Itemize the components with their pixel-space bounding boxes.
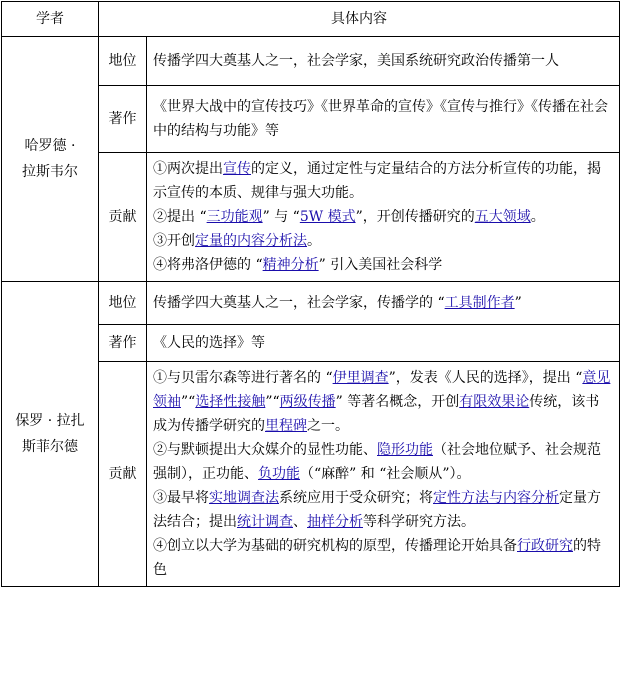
row-value: 《人民的选择》等 bbox=[147, 325, 620, 362]
scholar-name-line1: 保罗 · 拉扎 bbox=[15, 413, 85, 429]
row-key: 著作 bbox=[99, 325, 147, 362]
scholar-name-line2: 拉斯韦尔 bbox=[22, 164, 78, 180]
term-link[interactable]: 负功能 bbox=[258, 466, 300, 482]
term-link[interactable]: 实地调查法 bbox=[209, 490, 279, 506]
row-value bbox=[147, 282, 620, 325]
row-value bbox=[147, 362, 620, 587]
paragraph: ②与默顿提出大众媒介的显性功能、隐形功能（社会地位赋予、社会规范强制），正功能、负功能（“麻醉” 和 “社会顺从”）。 bbox=[153, 442, 601, 482]
scholar-name-line1: 哈罗德 · bbox=[24, 138, 76, 154]
term-link[interactable]: 工具制作者 bbox=[444, 295, 515, 311]
paragraph: 传播学四大奠基人之一，社会学家，传播学的 “工具制作者” bbox=[153, 295, 522, 311]
paragraph: ④创立以大学为基础的研究机构的原型，传播理论开始具备行政研究的特色 bbox=[153, 538, 601, 578]
paragraph: ③开创定量的内容分析法。 bbox=[153, 233, 321, 249]
term-link[interactable]: 里程碑 bbox=[265, 418, 307, 434]
term-link[interactable]: 统计调查 bbox=[237, 514, 293, 530]
term-link[interactable]: 五大领域 bbox=[474, 209, 531, 225]
paragraph: ①与贝雷尔森等进行著名的 “伊里调查”，发表《人民的选择》，提出 “意见领袖”“选择性接触”“两级传播” 等著名概念，开创有限效果论传统，该书成为传播学研究的里程碑之一。 bbox=[153, 370, 611, 434]
row-key: 地位 bbox=[99, 37, 147, 86]
term-link[interactable]: 三功能观 bbox=[206, 209, 263, 225]
term-link[interactable]: 选择性接触 bbox=[195, 394, 266, 410]
term-link[interactable]: 宣传 bbox=[223, 161, 251, 177]
header-content: 具体内容 bbox=[99, 2, 620, 37]
row-key: 地位 bbox=[99, 282, 147, 325]
term-link[interactable]: 精神分析 bbox=[262, 257, 319, 273]
term-link[interactable]: 定性方法与内容分析 bbox=[433, 490, 559, 506]
header-row bbox=[2, 2, 620, 37]
paragraph: ④将弗洛伊德的 “精神分析” 引入美国社会科学 bbox=[153, 257, 443, 273]
term-link[interactable]: 定量的内容分析法 bbox=[195, 233, 307, 249]
header-scholar: 学者 bbox=[2, 2, 99, 37]
scholar-name bbox=[2, 37, 99, 282]
scholar-table bbox=[1, 1, 620, 587]
row-value: 《世界大战中的宣传技巧》《世界革命的宣传》《宣传与推行》《传播在社会中的结构与功能》等 bbox=[147, 86, 620, 153]
term-link[interactable]: 两级传播 bbox=[279, 394, 336, 410]
term-link[interactable]: 伊里调查 bbox=[332, 370, 389, 386]
scholar-name-line2: 斯菲尔德 bbox=[22, 439, 78, 455]
row-key: 著作 bbox=[99, 86, 147, 153]
paragraph: ①两次提出宣传的定义，通过定性与定量结合的方法分析宣传的功能，揭示宣传的本质、规律与强大功能。 bbox=[153, 161, 601, 201]
table-row bbox=[2, 37, 620, 86]
term-link[interactable]: 5W 模式 bbox=[299, 209, 356, 225]
row-value bbox=[147, 153, 620, 282]
term-link[interactable]: 行政研究 bbox=[517, 538, 573, 554]
table-row bbox=[2, 282, 620, 325]
term-link[interactable]: 意见领袖 bbox=[153, 370, 611, 410]
scholar-name bbox=[2, 282, 99, 587]
term-link[interactable]: 抽样分析 bbox=[307, 514, 363, 530]
term-link[interactable]: 隐形功能 bbox=[377, 442, 433, 458]
row-key: 贡献 bbox=[99, 153, 147, 282]
term-link[interactable]: 有限效果论 bbox=[459, 394, 530, 410]
paragraph: ③最早将实地调查法系统应用于受众研究；将定性方法与内容分析定量方法结合；提出统计调查、抽样分析等科学研究方法。 bbox=[153, 490, 601, 530]
paragraph: ②提出 “三功能观” 与 “5W 模式”，开创传播研究的五大领域。 bbox=[153, 209, 545, 225]
row-key: 贡献 bbox=[99, 362, 147, 587]
row-value: 传播学四大奠基人之一，社会学家，美国系统研究政治传播第一人 bbox=[147, 37, 620, 86]
